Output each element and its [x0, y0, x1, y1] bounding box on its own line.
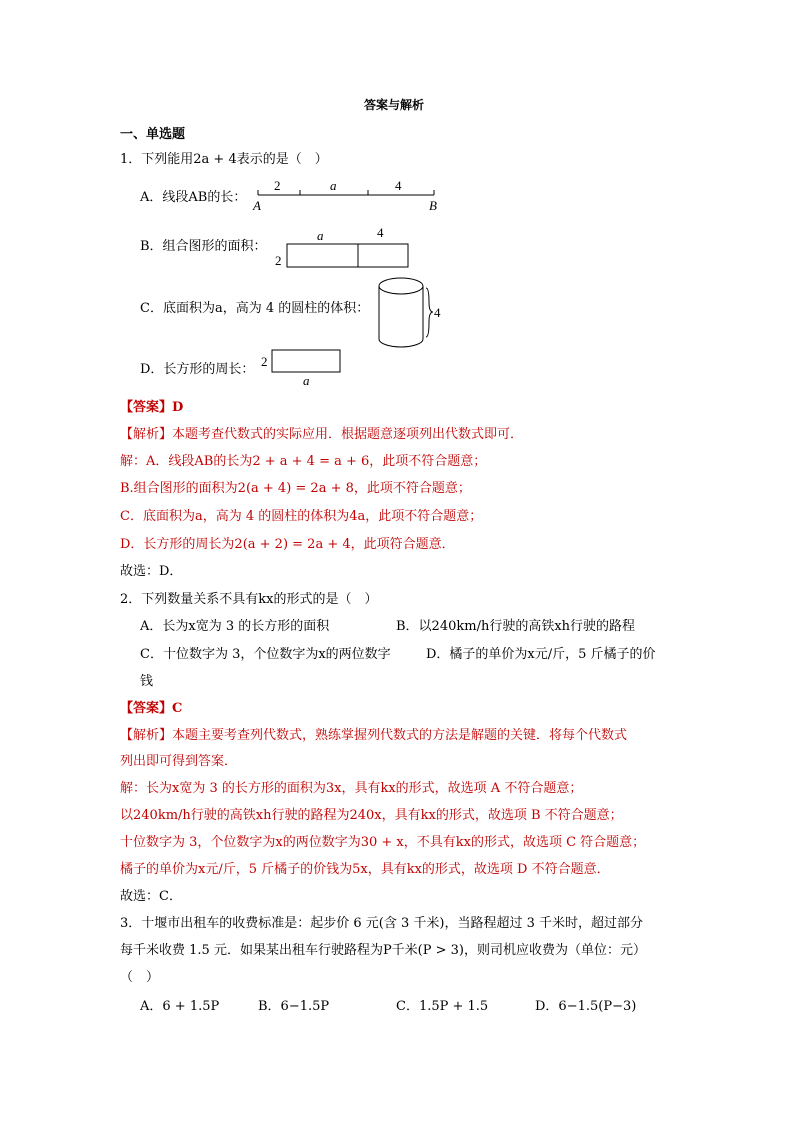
q2-solution-b: 以240km/h行驶的高铁xh行驶的路程为240x，具有kx的形式，故选项 B 不符合题意；	[120, 808, 623, 823]
q1-solution-b: B.组合图形的面积为2(a + 4) = 2a + 8，此项不符合题意；	[120, 481, 471, 496]
rectangle-side-label: 2	[261, 354, 268, 369]
composite-rectangle-figure	[272, 222, 417, 272]
q3-stem-line2: 每千米收费 1.5 元．如果某出租车行驶路程为P千米(P > 3)，则司机应收费为（单位：元）	[120, 943, 647, 958]
q2-stem: 2．下列数量关系不具有kx的形式的是（ ）	[120, 592, 378, 607]
q2-option-a: A．长为x宽为 3 的长方形的面积	[140, 619, 330, 634]
segment-label-2: 2	[274, 178, 281, 193]
q1-solution-c: C．底面积为a，高为 4 的圆柱的体积为4a，此项不符合题意；	[120, 509, 483, 524]
q3-stem-line1: 3．十堰市出租车的收费标准是：起步价 6 元(含 3 千米)，当路程超过 3 千米时，超过部分	[120, 916, 644, 931]
q2-option-b: B．以240km/h行驶的高铁xh行驶的路程	[396, 619, 636, 634]
section-heading: 一、单选题	[120, 127, 186, 142]
q1-solution-a: 解：A．线段AB的长为2 + a + 4 = a + 6，此项不符合题意；	[120, 454, 487, 469]
q1-option-b: B．组合图形的面积：	[140, 239, 267, 254]
q1-stem: 1．下列能用2a + 4表示的是（ ）	[120, 152, 328, 167]
rect-top-label-4: 4	[377, 225, 384, 240]
q3-option-c: C．1.5P + 1.5	[396, 999, 489, 1014]
q1-choice: 故选：D．	[120, 564, 183, 579]
cylinder-figure	[376, 274, 446, 354]
q1-option-d: D．长方形的周长：	[140, 362, 255, 377]
q1-analysis: 【解析】本题考查代数式的实际应用．根据题意逐项列出代数式即可．	[120, 427, 524, 442]
rectangle-bottom-label: a	[303, 373, 310, 388]
q2-solution-a: 解：长为x宽为 3 的长方形的面积为3x，具有kx的形式，故选项 A 不符合题意；	[120, 781, 583, 796]
segment-label-a: a	[330, 178, 337, 193]
q2-analysis-line2: 列出即可得到答案．	[120, 754, 238, 769]
rect-side-label-2: 2	[275, 253, 282, 268]
q1-option-c: C．底面积为a，高为 4 的圆柱的体积：	[140, 301, 370, 316]
q2-option-d-continued: 钱	[140, 674, 154, 689]
q2-solution-c: 十位数字为 3，个位数字为x的两位数字为30 + x，不具有kx的形式，故选项 C 符合题意；	[120, 835, 646, 850]
q3-option-d: D．6−1.5(P−3)	[535, 999, 637, 1014]
point-b-label: B	[429, 198, 437, 213]
q3-option-b: B．6−1.5P	[258, 999, 330, 1014]
q3-stem-line3: （ ）	[120, 970, 160, 985]
rect-top-label-a: a	[317, 228, 324, 243]
point-a-label: A	[253, 198, 261, 213]
q1-solution-d: D．长方形的周长为2(a + 2) = 2a + 4，此项符合题意．	[120, 537, 455, 552]
q2-option-c: C．十位数字为 3，个位数字为x的两位数字	[140, 647, 391, 662]
segment-ab-figure	[252, 176, 442, 216]
q2-answer: 【答案】C	[120, 701, 183, 716]
q1-option-a: A．线段AB的长：	[140, 190, 247, 205]
q2-solution-d: 橘子的单价为x元/斤，5 斤橘子的价钱为5x，具有kx的形式，故选项 D 不符合题意．	[120, 862, 610, 877]
cylinder-height-label: 4	[434, 305, 441, 320]
q2-option-d: D．橘子的单价为x元/斤，5 斤橘子的价	[426, 647, 656, 662]
segment-label-4: 4	[395, 178, 402, 193]
page-title: 答案与解析	[364, 98, 425, 112]
q3-option-a: A．6 + 1.5P	[140, 999, 220, 1014]
q2-choice: 故选：C．	[120, 889, 182, 904]
q1-answer: 【答案】D	[120, 400, 184, 415]
q2-analysis-line1: 【解析】本题主要考查列代数式，熟练掌握列代数式的方法是解题的关键．将每个代数式	[120, 728, 628, 743]
rectangle-figure	[258, 347, 348, 389]
